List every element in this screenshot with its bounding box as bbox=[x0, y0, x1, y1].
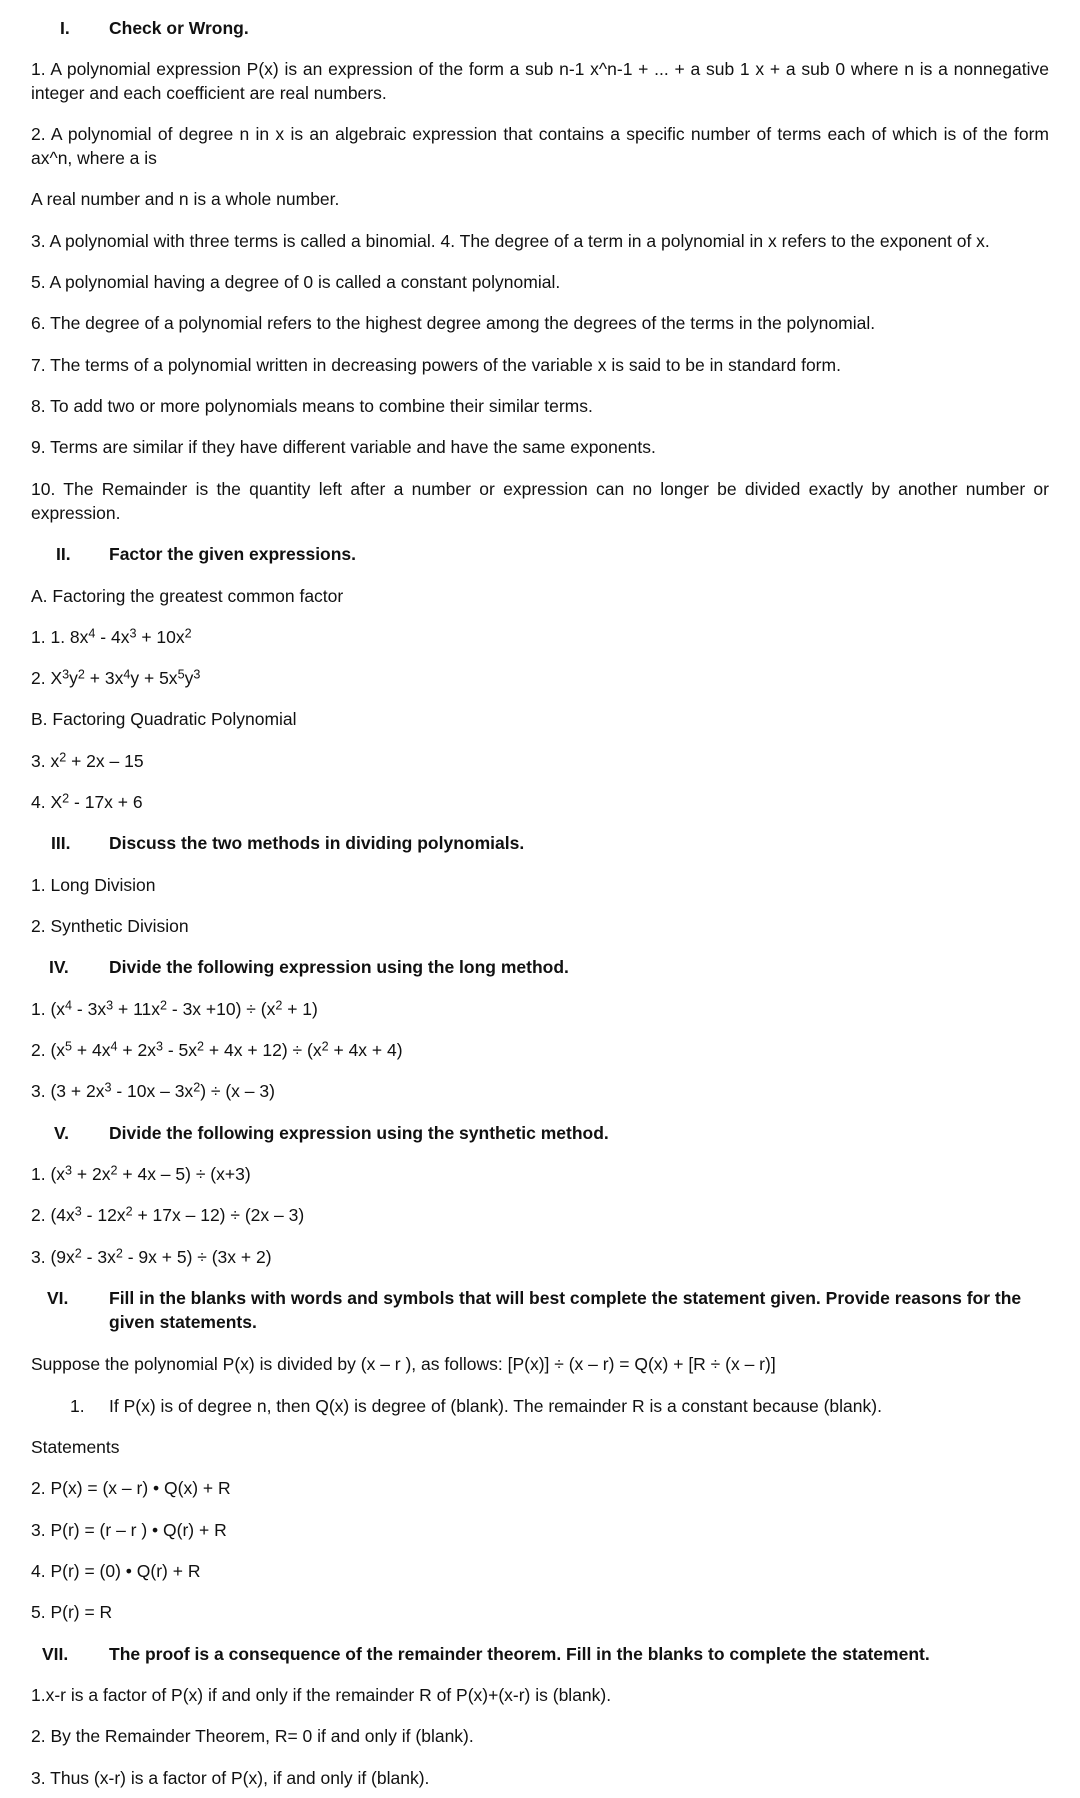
section-numeral: V. bbox=[54, 1123, 69, 1143]
statement-item: 2. P(x) = (x – r) • Q(x) + R bbox=[31, 1478, 231, 1498]
section-numeral: VII. bbox=[42, 1644, 69, 1664]
list-item: 3. Thus (x-r) is a factor of P(x), if and only if (blank). bbox=[31, 1768, 430, 1788]
statement-item: 4. P(r) = (0) • Q(r) + R bbox=[31, 1561, 201, 1581]
list-item: 1. $(x^3 + 2x^2 + 4x - 5) \div (x+3)$ bbox=[31, 1163, 251, 1184]
section-numeral: VI. bbox=[47, 1288, 69, 1308]
subsection-label: A. Factoring the greatest common factor bbox=[31, 586, 344, 606]
list-item: 6. The degree of a polynomial refers to the highest degree among the degrees of the terms in the polynomial. bbox=[31, 313, 876, 333]
intro-text: Suppose the polynomial P(x) is divided by (x – r ), as follows: [P(x)] ÷ (x – r) = Q(x) + [R ÷ (x – r)] bbox=[31, 1354, 776, 1374]
statement-item: 3. P(r) = (r – r ) • Q(r) + R bbox=[31, 1520, 227, 1540]
section-6-heading bbox=[47, 1286, 1050, 1336]
section-numeral: III. bbox=[51, 833, 71, 853]
section-numeral: II. bbox=[56, 544, 71, 564]
section-title: Discuss the two methods in dividing polynomials. bbox=[109, 833, 525, 853]
list-item: 2. $(x^5 + 4x^4 + 2x^3 - 5x^2 + 4x + 12) \div (x^2 + 4x + 4)$ bbox=[31, 1039, 403, 1060]
section-title: The proof is a consequence of the remainder theorem. Fill in the blanks to complete the statement. bbox=[109, 1644, 930, 1664]
section-title: Factor the given expressions. bbox=[109, 544, 357, 564]
list-item: 3. $x^2 + 2x - 15$ bbox=[31, 750, 144, 771]
list-item: 3. A polynomial with three terms is called a binomial. 4. The degree of a term in a polynomial in x refers to the exponent of x. bbox=[31, 231, 990, 251]
list-item: 10. The Remainder is the quantity left after a number or expression can no longer be divided exactly by another number or expression. bbox=[31, 479, 1049, 523]
list-item: 1. A polynomial expression P(x) is an expression of the form a sub n-1 x^n-1 + ... + a sub 1 x + a sub 0 where n is a nonnegative integer and each coefficient are real numbers. bbox=[31, 59, 1049, 103]
section-numeral: IV. bbox=[49, 957, 69, 977]
section-title: Divide the following expression using the long method. bbox=[109, 957, 569, 977]
list-item: 7. The terms of a polynomial written in decreasing powers of the variable x is said to be in standard form. bbox=[31, 355, 841, 375]
section-title: Divide the following expression using the synthetic method. bbox=[109, 1123, 609, 1143]
list-item: 2. $X^3y^2 + 3x^4y + 5x^5y^3$ bbox=[31, 667, 201, 688]
list-item: 1. Long Division bbox=[31, 875, 156, 895]
list-item: 9. Terms are similar if they have different variable and have the same exponents. bbox=[31, 437, 656, 457]
list-item: 2. $(4x^3 - 12x^2 + 17x - 12) \div (2x - 3)$ bbox=[31, 1204, 305, 1225]
list-item: 4. $X^2 - 17x + 6$ bbox=[31, 791, 143, 812]
list-number: 1. bbox=[70, 1396, 85, 1416]
list-item: 2. Synthetic Division bbox=[31, 916, 189, 936]
list-item: 1.x-r is a factor of P(x) if and only if the remainder R of P(x)+(x-r) is (blank). bbox=[31, 1685, 612, 1705]
list-item: 2. By the Remainder Theorem, R= 0 if and only if (blank). bbox=[31, 1726, 474, 1746]
list-item: 8. To add two or more polynomials means to combine their similar terms. bbox=[31, 396, 593, 416]
list-item: 2. A polynomial of degree n in x is an algebraic expression that contains a specific number of terms each of which is of the form ax^n, where a is bbox=[31, 124, 1049, 168]
list-item: 3. $(3 + 2x^3 - 10x - 3x^2) \div (x - 3)$ bbox=[31, 1080, 275, 1101]
list-item: A real number and n is a whole number. bbox=[31, 189, 340, 209]
section-title: Fill in the blanks with words and symbols that will best complete the statement given. Provide reasons for the given statements. bbox=[109, 1288, 1022, 1332]
list-text: If P(x) is of degree n, then Q(x) is degree of (blank). The remainder R is a constant because (blank). bbox=[109, 1396, 882, 1416]
list-item: 1. 1. $8x^4 - 4x^3 + 10x^2$ bbox=[31, 626, 192, 647]
list-item: 1. $(x^4 - 3x^3 + 11x^2 - 3x +10) \div (x^2 + 1)$ bbox=[31, 998, 318, 1019]
statements-label: Statements bbox=[31, 1437, 120, 1457]
statement-item: 5. P(r) = R bbox=[31, 1602, 113, 1622]
subsection-label: B. Factoring Quadratic Polynomial bbox=[31, 709, 297, 729]
list-item: 3. $(9x^2 - 3x^2 - 9x + 5) \div (3x + 2)$ bbox=[31, 1246, 272, 1267]
list-item: 5. A polynomial having a degree of 0 is called a constant polynomial. bbox=[31, 272, 561, 292]
section-title: Check or Wrong. bbox=[109, 18, 249, 38]
section-numeral: I. bbox=[60, 18, 70, 38]
